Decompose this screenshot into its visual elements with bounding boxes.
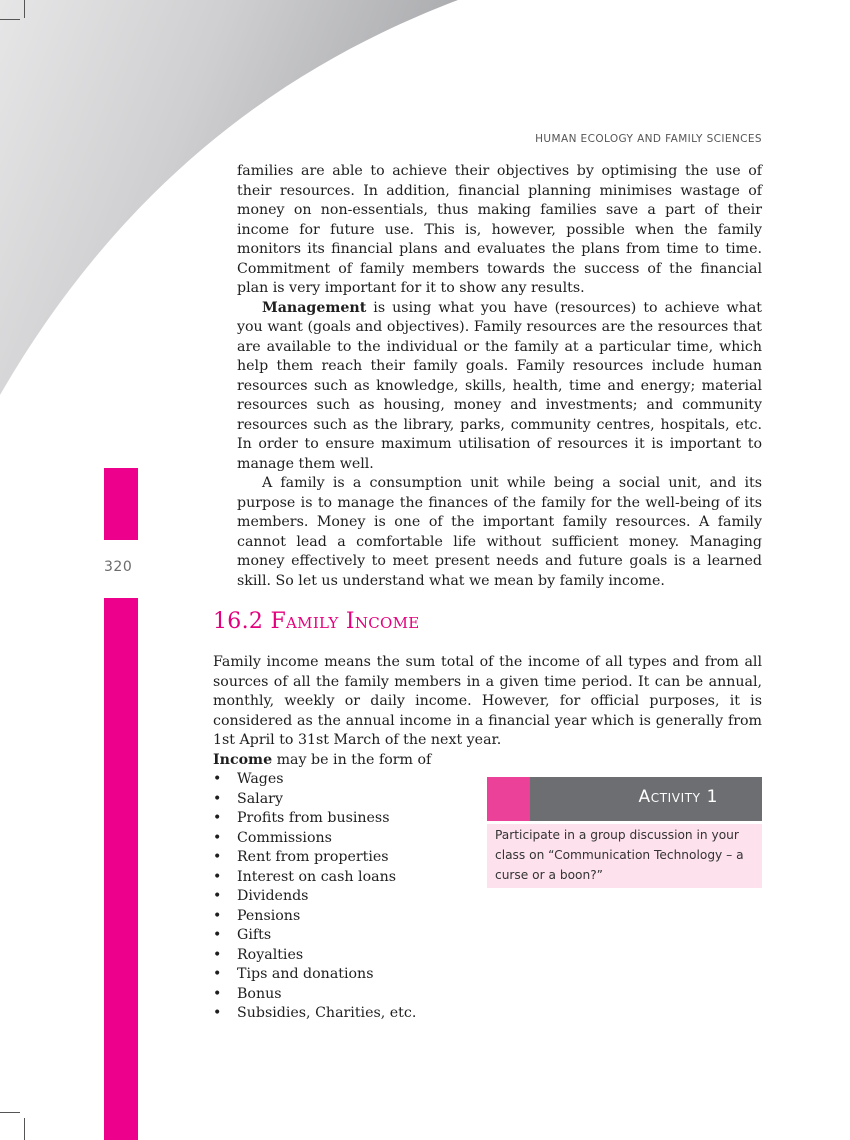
list-item: • Subsidies, Charities, etc.: [213, 1004, 416, 1024]
term-management: Management: [262, 299, 367, 316]
activity-header: [487, 777, 762, 821]
paragraph-financial-planning: families are able to achieve their objectives by optimising the use of their resources. In addition, financial planning minimises wastage of money on non-essentials, thus making families save a part of their income for future use. This is, however, possible when the family monitors its financial plans and evaluates the plans from time to time. Commitment of family members towards the success of the financial plan is very important for it to show any results.: [237, 163, 762, 296]
activity-box: [487, 777, 762, 888]
list-item: • Bonus: [213, 985, 416, 1005]
list-item: • Salary: [213, 790, 416, 810]
page-number: 320: [104, 559, 133, 575]
side-accent-bar-upper: [104, 468, 138, 540]
list-item: • Rent from properties: [213, 848, 416, 868]
running-head: HUMAN ECOLOGY AND FAMILY SCIENCES: [535, 133, 762, 145]
crop-mark: [24, 0, 25, 18]
list-item: • Dividends: [213, 887, 416, 907]
activity-text: Participate in a group discussion in your class on “Communication Technology – a curse or a boon?”: [487, 824, 762, 888]
section-text: [213, 653, 762, 770]
list-item: • Pensions: [213, 907, 416, 927]
crop-mark: [24, 1118, 25, 1140]
list-item: • Interest on cash loans: [213, 868, 416, 888]
body-text: [237, 162, 762, 591]
income-forms-list: [213, 770, 416, 1024]
list-item: • Tips and donations: [213, 965, 416, 985]
paragraph-consumption-unit: A family is a consumption unit while being a social unit, and its purpose is to manage the finances of the family for the well-being of its members. Money is one of the important family resources. A family cannot lead a comfortable life without sufficient money. Managing money effectively to meet present needs and future goals is a learned skill. So let us understand what we mean by family income.: [237, 475, 762, 589]
management-definition: is using what you have (resources) to achieve what you want (goals and objectives). Family resources are the resources that are available to the individual or the family at a particular time, which help them reach their family goals. Family resources include human resources such as knowledge, skills, health, time and energy; material resources such as housing, money and investments; and community resources such as the library, parks, community centres, hospitals, etc. In order to ensure maximum utilisation of resources it is important to manage them well.: [237, 299, 762, 472]
list-item: • Wages: [213, 770, 416, 790]
list-item: • Profits from business: [213, 809, 416, 829]
list-item: • Gifts: [213, 926, 416, 946]
section-heading: 16.2 Family Income: [213, 609, 420, 634]
list-item: • Royalties: [213, 946, 416, 966]
paragraph-management: [237, 299, 762, 475]
family-income-definition: Family income means the sum total of the income of all types and from all sources of all the family members in a given time period. It can be annual, monthly, weekly or daily income. However, for official purposes, it is considered as the annual income in a financial year which is generally from 1st April to 31st March of the next year.: [213, 654, 762, 748]
income-lead-text: may be in the form of: [272, 751, 432, 768]
crop-mark: [0, 1112, 20, 1113]
list-item: • Commissions: [213, 829, 416, 849]
side-accent-bar-lower: [104, 598, 138, 1140]
term-income: Income: [213, 751, 273, 768]
crop-mark: [0, 19, 20, 20]
activity-title: Activity 1: [638, 787, 718, 807]
activity-accent-block: [487, 777, 530, 821]
income-forms-lead: [213, 751, 762, 771]
